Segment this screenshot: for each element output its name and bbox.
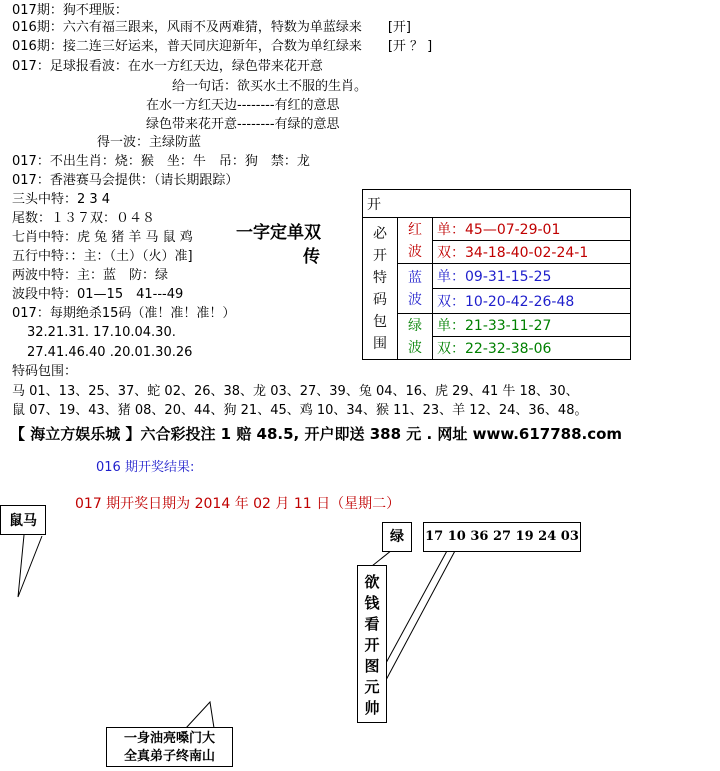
line-17: 017：每期绝杀15码（准！准！准！） xyxy=(12,306,236,321)
line-14: 五行中特：：主：（土）（火）准] xyxy=(12,249,193,264)
line-2: 016期：六六有福三跟来，风雨不及两难猜，特数为单蓝绿来 [开] xyxy=(12,20,411,35)
callout-rat-horse: 鼠马 xyxy=(0,505,46,535)
line-18: 32.21.31. 17.10.04.30. xyxy=(27,325,176,340)
green-wave-label: 绿波 xyxy=(398,314,433,360)
box-header: 开 xyxy=(363,190,631,218)
line-8: 得一波：主绿防蓝 xyxy=(97,135,202,150)
line-6: 在水一方红天边--------有红的意思 xyxy=(146,98,340,113)
blue-odd-numbers: 09-31-15-25 xyxy=(465,269,552,285)
numbers-pointer-a xyxy=(386,549,448,663)
rat-horse-pointer xyxy=(18,535,42,597)
line-13: 七肖中特：虎 兔 猪 羊 马 鼠 鸡 xyxy=(12,230,193,245)
line-3: 016期：接二连三好运来，普天同庆迎新年，合数为单红绿来 [开 ？ ] xyxy=(12,39,433,54)
blue-odd-label: 单： xyxy=(437,269,465,285)
line-21: 马 01、13、25、37、蛇 02、26、38、龙 03、27、39、兔 04、16、虎 29、41 牛 18、30、 xyxy=(12,384,579,399)
callout-vertical: 欲钱看开图元帅 xyxy=(357,565,387,723)
green-odd-label: 单： xyxy=(437,318,465,334)
callout-green: 绿 xyxy=(382,522,412,552)
line-1: 017期：狗不理版： xyxy=(12,3,128,18)
red-even-numbers: 34-18-40-02-24-1 xyxy=(465,245,589,261)
slogan-line-2: 传 xyxy=(303,247,320,267)
bottom-pointer xyxy=(186,702,214,728)
green-even-label: 双： xyxy=(437,341,465,357)
line-5: 给一句话：欲买水土不服的生肖。 xyxy=(172,79,368,94)
line-10: 017：香港赛马会提供：（请长期跟踪） xyxy=(12,173,239,188)
blue-wave-label: 蓝波 xyxy=(398,264,433,314)
ad-banner: 【 海立方娱乐城 】六合彩投注 1 赔 48.5, 开户即送 388 元 . 网址 www.617788.com xyxy=(10,425,623,443)
draw-date: 017 期开奖日期为 2014 年 02 月 11 日（星期二） xyxy=(75,496,401,512)
callout-bottom-line-1: 一身油亮嗓门大 xyxy=(123,731,215,746)
blue-even-label: 双： xyxy=(437,294,465,310)
numbers-pointer-b xyxy=(386,549,456,680)
result-title: 016 期开奖结果: xyxy=(96,460,195,475)
line-20: 特码包围： xyxy=(12,364,78,379)
line-22: 鼠 07、19、43、猪 08、20、44、狗 21、45、鸡 10、34、猴 11、23、羊 12、24、36、48。 xyxy=(12,403,588,418)
line-11: 三头中特：2 3 4 xyxy=(12,192,111,207)
line-12: 尾数：１３７双：０４８ xyxy=(12,211,156,226)
blue-even-numbers: 10-20-42-26-48 xyxy=(465,294,575,310)
line-7: 绿色带来花开意--------有绿的意思 xyxy=(146,117,340,132)
box-side-label: 必开特码包围 xyxy=(363,218,398,360)
callout-bottom xyxy=(106,727,233,767)
line-4: 017：足球报看波：在水一方红天边，绿色带来花开意 xyxy=(12,59,323,74)
slogan-line-1: 一字定单双 xyxy=(236,223,321,243)
line-19: 27.41.46.40 .20.01.30.26 xyxy=(27,345,193,360)
line-9: 017：不出生肖：烧：猴 坐：牛 吊：狗 禁：龙 xyxy=(12,154,310,169)
callout-bottom-line-2: 全真弟子终南山 xyxy=(123,749,215,764)
red-odd-label: 单： xyxy=(437,222,465,238)
green-odd-numbers: 21-33-11-27 xyxy=(465,318,552,334)
line-15: 两波中特：主：蓝 防：绿 xyxy=(12,268,169,283)
green-pointer xyxy=(372,550,392,566)
red-even-label: 双： xyxy=(437,245,465,261)
green-even-numbers: 22-32-38-06 xyxy=(465,341,552,357)
line-16: 波段中特：01—15 41---49 xyxy=(12,287,184,302)
callout-numbers: 17 10 36 27 19 24 03 xyxy=(423,522,581,552)
red-wave-label: 红波 xyxy=(398,218,433,264)
red-odd-numbers: 45—07-29-01 xyxy=(465,222,561,238)
